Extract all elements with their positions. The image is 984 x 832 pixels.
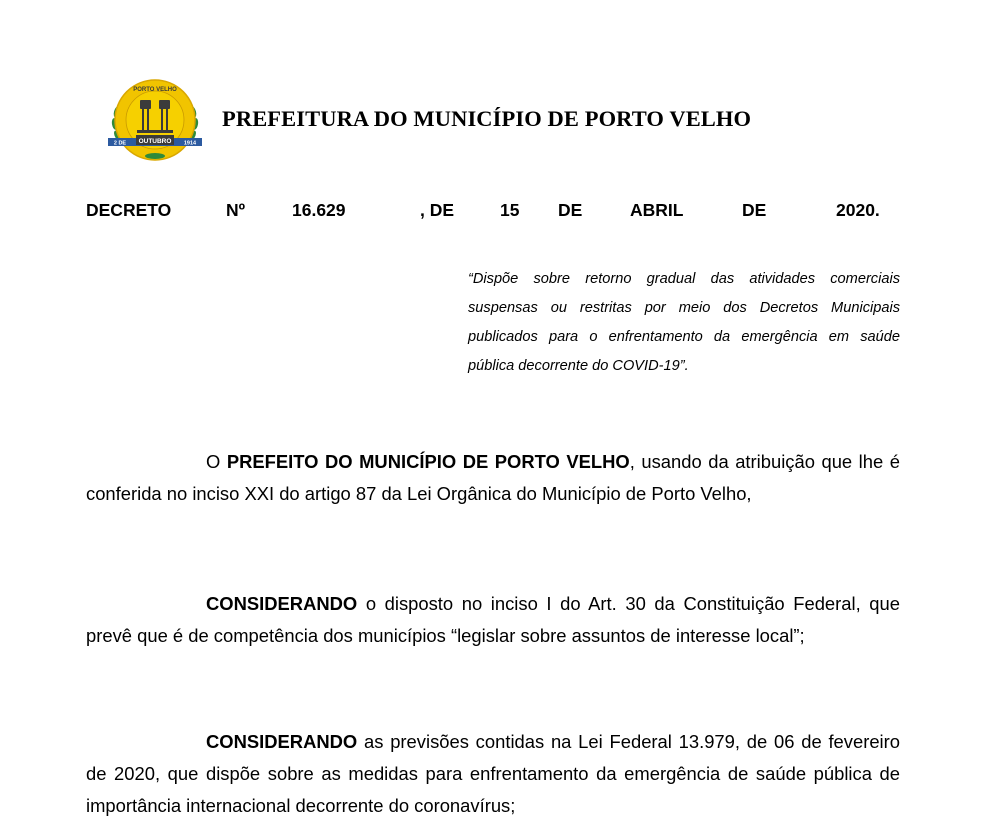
decree-de-1: , DE xyxy=(420,200,455,220)
paragraph-text: o disposto no inciso I do Art. 30 da Constituição Federal, que prevê que é de competência dos municípios “legislar sobre assuntos de interesse local”; xyxy=(86,593,900,646)
seal-ribbon-text: OUTUBRO xyxy=(138,138,172,145)
decree-number: 16.629 xyxy=(292,200,346,220)
decree-day: 15 xyxy=(500,200,520,220)
seal-top-text: PORTO VELHO xyxy=(133,87,177,93)
paragraph-preamble xyxy=(86,446,900,510)
municipal-seal-logo xyxy=(106,78,204,168)
paragraph-considerando-2 xyxy=(86,726,900,822)
ementa-summary: “Dispõe sobre retorno gradual das atividades comerciais suspensas ou restritas por meio dos Decretos Municipais publicados para o enfrentamento da emergência em saúde pública decorrente do COVID-19”. xyxy=(468,271,900,374)
page-title: PREFEITURA DO MUNICÍPIO DE PORTO VELHO xyxy=(222,106,752,131)
decree-label: DECRETO xyxy=(86,200,172,220)
decree-number-label: Nº xyxy=(226,200,246,220)
paragraph-bold: CONSIDERANDO xyxy=(206,731,358,752)
decree-de-3: DE xyxy=(742,200,767,220)
paragraph-text: as previsões contidas na Lei Federal 13.979, de 06 de fevereiro de 2020, que dispõe sobre as medidas para enfrentamento da emergência de saúde pública de importância internacional decorrente do coronavírus; xyxy=(86,731,900,816)
paragraph-considerando-1 xyxy=(86,588,900,652)
seal-left-text: 2 DE xyxy=(113,140,127,147)
decree-month: ABRIL xyxy=(630,200,684,220)
paragraph-pre: O xyxy=(206,451,227,472)
paragraph-text: , usando da atribuição que lhe é conferida no inciso XXI do artigo 87 da Lei Orgânica do Município de Porto Velho, xyxy=(86,451,900,504)
decree-de-2: DE xyxy=(558,200,583,220)
decree-year: 2020. xyxy=(836,200,880,220)
seal-right-text: 1914 xyxy=(183,140,197,147)
paragraph-bold: PREFEITO DO MUNICÍPIO DE PORTO VELHO xyxy=(226,451,630,472)
paragraph-bold: CONSIDERANDO xyxy=(206,593,358,614)
